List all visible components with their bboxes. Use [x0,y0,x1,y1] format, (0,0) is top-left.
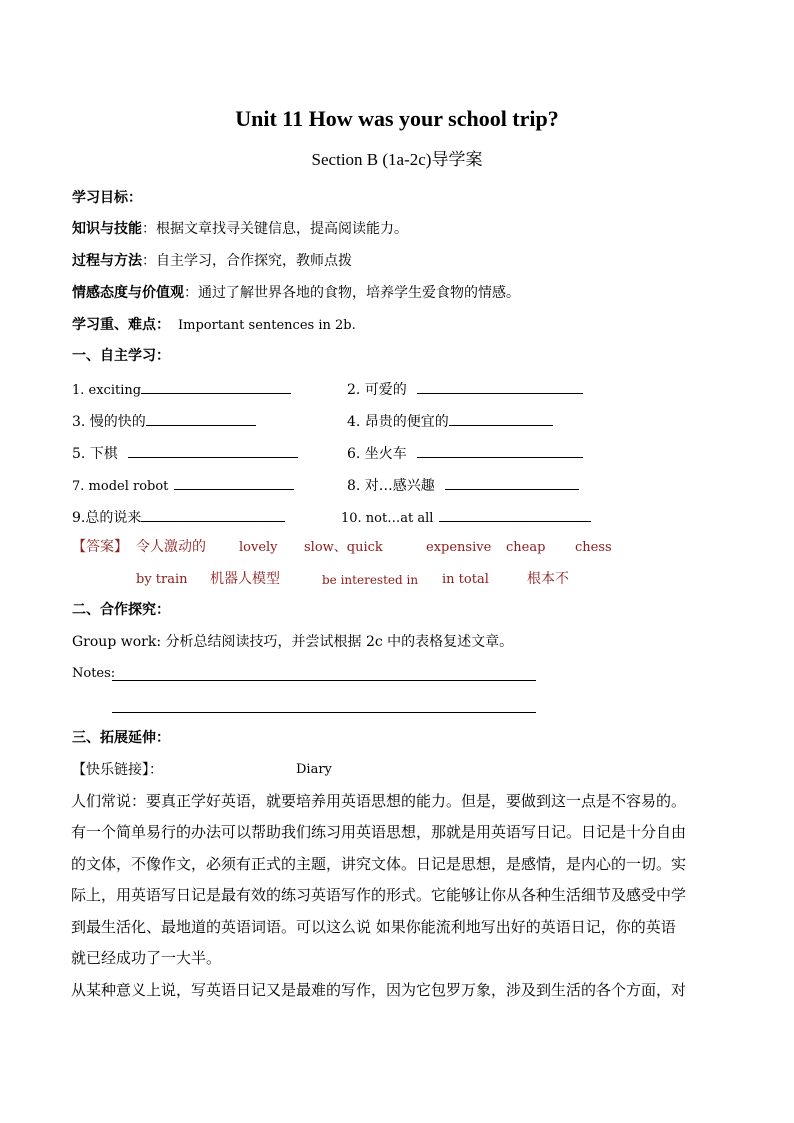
section2-heading: 二、合作探究： [72,602,170,618]
vocab-item-8-label: 8. 对…感兴趣 [347,478,435,494]
notes-line-2[interactable] [112,712,536,713]
focus-label: 学习重、难点： [72,317,170,333]
diary-label: Diary [296,762,332,777]
vocab-item-10-label: 10. not…at all [341,511,434,526]
section3-heading: 三、拓展延伸： [72,730,170,746]
answer-3: slow、quick [304,540,383,555]
vocab-item-9-label: 9.总的说来 [72,510,142,526]
vocab-item-2 [347,379,583,399]
paragraph-line-4: 际上，用英语写日记是最有效的练习英语写作的形式。它能够让你从各种生活细节及感受中学 [71,886,687,904]
process-label: 过程与方法 [72,253,142,269]
vocab-blank-6[interactable] [417,443,583,458]
vocab-blank-7[interactable] [174,475,294,490]
vocab-item-1-label: 1. exciting [72,383,142,398]
vocab-blank-1[interactable] [141,379,291,394]
vocab-blank-4[interactable] [449,411,553,426]
group-work-text: Group work: 分析总结阅读技巧，并尝试根据 2c 中的表格复述文章。 [72,634,514,650]
answer-8: 机器人模型 [210,571,280,587]
page-subtitle: Section B (1a-2c)导学案 [311,150,483,169]
answer-9: be interested in [322,573,419,587]
notes-label: Notes: [72,666,116,681]
vocab-blank-5[interactable] [128,443,298,458]
objective-process [72,252,352,270]
vocab-item-9 [72,507,285,527]
vocab-item-10 [341,507,591,528]
vocab-item-4 [347,411,553,431]
vocab-item-3-label: 3. 慢的快的 [72,414,146,430]
vocab-blank-2[interactable] [417,379,583,394]
vocab-blank-10[interactable] [439,507,591,522]
vocab-item-6-label: 6. 坐火车 [347,446,407,462]
answer-6: chess [575,540,612,555]
vocab-blank-8[interactable] [445,475,579,490]
answer-7: by train [136,572,188,587]
vocab-item-2-label: 2. 可爱的 [347,382,407,398]
answer-5: cheap [506,540,546,555]
vocab-item-4-label: 4. 昂贵的便宜的 [347,414,449,430]
vocab-item-8 [347,475,579,495]
vocab-item-1 [72,379,291,400]
answer-label: 【答案】 [72,539,128,555]
notes-line-1[interactable] [112,680,536,681]
vocab-item-6 [347,443,583,463]
vocab-blank-9[interactable] [141,507,285,522]
emotion-text: ：通过了解世界各地的食物，培养学生爱食物的情感。 [184,285,520,301]
emotion-label: 情感态度与价值观 [72,285,184,301]
objectives-heading: 学习目标： [72,190,142,206]
paragraph-line-5: 到最生活化、最地道的英语词语。可以这么说 如果你能流利地写出好的英语日记，你的英语 [71,918,676,936]
answer-11: 根本不 [527,571,569,587]
answer-4: expensive [426,540,492,555]
vocab-blank-3[interactable] [146,411,256,426]
happy-link-label: 【快乐链接】： [72,762,163,778]
vocab-item-5-label: 5. 下棋 [72,446,118,462]
vocab-item-7-label: 7. model robot [72,479,169,494]
process-text: ：自主学习，合作探究，教师点拨 [142,253,352,269]
page-title: Unit 11 How was your school trip? [235,106,559,131]
paragraph-line-2: 有一个简单易行的办法可以帮助我们练习用英语思想，那就是用英语写日记。日记是十分自由 [71,823,687,841]
answer-10: in total [442,572,489,587]
paragraph-line-7: 从某种意义上说，写英语日记又是最难的写作，因为它包罗万象，涉及到生活的各个方面，对 [71,981,687,999]
focus-text: Important sentences in 2b. [178,318,356,333]
vocab-item-5 [72,443,298,463]
paragraph-line-3: 的文体，不像作文，必须有正式的主题，讲究文体。日记是思想，是感情，是内心的一切。实 [71,855,687,873]
answer-1: 令人激动的 [136,539,206,555]
section1-heading: 一、自主学习： [72,348,170,364]
vocab-item-7 [72,475,294,496]
objective-knowledge [72,220,408,238]
knowledge-label: 知识与技能 [72,221,142,237]
paragraph-line-6: 就已经成功了一大半。 [71,949,222,967]
objective-emotion [72,284,520,302]
vocab-item-3 [72,411,256,431]
paragraph-line-1: 人们常说：要真正学好英语，就要培养用英语思想的能力。但是，要做到这一点是不容易的。 [71,792,687,810]
objective-focus [72,316,356,335]
knowledge-text: ：根据文章找寻关键信息，提高阅读能力。 [142,221,408,237]
answer-2: lovely [239,540,278,555]
